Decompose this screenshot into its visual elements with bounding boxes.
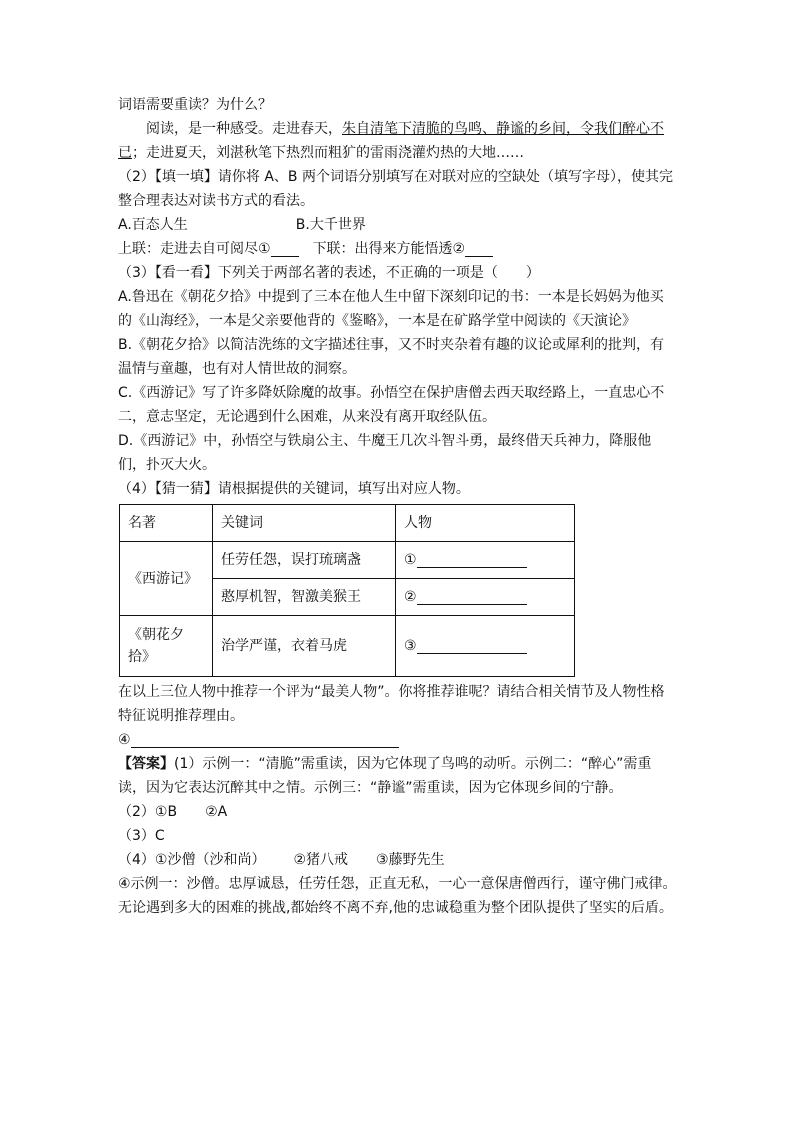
table-header: 关键词 xyxy=(213,505,396,542)
blank-answer-4[interactable] xyxy=(131,730,399,748)
option-a: A.百态人生 xyxy=(118,217,188,233)
underlined-sentence: 朱自清笔下清脆的鸟鸣、静谧的乡间，令我们醉心不 xyxy=(342,121,664,137)
answer-5-line-1: ④示例一：沙僧。忠厚诚恳，任劳任怨，正直无私，一心一意保唐僧西行，谨守佛门戒律。 xyxy=(118,876,677,892)
option-c-line-2: 二，意志坚定，无论遇到什么困难，从来没有离开取经队伍。 xyxy=(118,409,496,425)
option-a-line-1: A.鲁迅在《朝花夕拾》中提到了三本在他人生中留下深刻印记的书：一本是长妈妈为他买 xyxy=(118,289,664,305)
question-4-followup: 在以上三位人物中推荐一个评为“最美人物”。你将推荐谁呢？请结合相关情节及人物性格 xyxy=(118,684,665,700)
answer-cell-1[interactable]: ① xyxy=(396,542,575,579)
answer-label: 【答案】 xyxy=(118,756,174,772)
keyword-1: 任劳任怨，误打琉璃盏 xyxy=(213,542,396,579)
question-2-stem: （2）【填一填】请你将 A、B 两个词语分别填写在对联对应的空缺处（填写字母），使其完 xyxy=(118,169,673,185)
question-4-stem: （4）【猜一猜】请根据提供的关键词，填写出对应人物。 xyxy=(118,481,470,497)
answer-1-line-1: 【答案】(1）示例一：“清脆”需重读，因为它体现了鸟鸣的动听。示例二：“醉心”需重 xyxy=(118,756,652,772)
table-header: 名著 xyxy=(120,505,213,542)
passage-line-2: 已；走进夏天，刘湛秋笔下热烈而粗犷的雷雨浇灌灼热的大地…… xyxy=(118,145,524,161)
question-1-tail: 词语需要重读？为什么？ xyxy=(118,97,272,113)
question-2-options xyxy=(118,213,678,237)
option-b-line-1: B.《朝花夕拾》以简洁洗练的文字描述往事，又不时夹杂着有趣的议论或犀利的批判，有 xyxy=(118,337,665,353)
answer-cell-3[interactable]: ③ xyxy=(396,616,575,677)
keyword-2: 憨厚机智，智激美猴王 xyxy=(213,579,396,616)
option-d-line-2: 们，扑灭大火。 xyxy=(118,457,216,473)
answer-line-4: ④ xyxy=(118,728,678,752)
blank-cell-2[interactable] xyxy=(417,587,527,605)
answer-2: （2）①B ②A xyxy=(118,804,228,820)
underlined-sentence-end: 已 xyxy=(118,145,132,161)
book-zhaohuaxishi: 《朝花夕 拾》 xyxy=(120,616,213,677)
blank-2[interactable] xyxy=(465,239,493,257)
option-a-line-2: 的《山海经》，一本是父亲要他背的《鉴略》，一本是在矿路学堂中阅读的《天演论》 xyxy=(118,313,636,329)
answer-5-line-2: 无论遇到多大的困难的挑战,都始终不离不弃,他的忠诚稳重为整个团队提供了坚实的后盾。 xyxy=(118,900,673,916)
table-header-row xyxy=(120,505,575,542)
character-table xyxy=(119,504,575,677)
answer-cell-2[interactable]: ② xyxy=(396,579,575,616)
blank-cell-3[interactable] xyxy=(417,636,527,654)
question-4-followup-cont: 特征说明推荐理由。 xyxy=(118,708,244,724)
option-b-line-2: 温情与童趣，也有对人情世故的洞察。 xyxy=(118,361,356,377)
answer-4: （4）①沙僧（沙和尚） ②猪八戒 ③藤野先生 xyxy=(118,852,445,868)
document-page xyxy=(118,93,678,920)
answer-1-line-2: 读，因为它表达沉醉其中之情。示例三：“静谧”需重读，因为它体现乡间的宁静。 xyxy=(118,780,623,796)
answer-3: （3）C xyxy=(118,828,165,844)
couplet-upper: 上联：走进去自可阅尽① xyxy=(118,241,271,257)
book-xiyouji: 《西游记》 xyxy=(120,542,213,616)
couplet-lower: 下联：出得来方能悟透② xyxy=(312,241,466,257)
option-d-line-1: D.《西游记》中，孙悟空与铁扇公主、牛魔王几次斗智斗勇，最终借天兵神力，降服他 xyxy=(118,433,652,449)
option-b: B.大千世界 xyxy=(295,217,366,233)
blank-1[interactable] xyxy=(271,239,299,257)
table-row xyxy=(120,542,575,579)
passage-line-1: 阅读，是一种感受。走进春天，朱自清笔下清脆的鸟鸣、静谧的乡间，令我们醉心不 xyxy=(146,121,664,137)
blank-cell-1[interactable] xyxy=(417,550,527,568)
table-row xyxy=(120,616,575,677)
question-3-stem: （3）【看一看】下列关于两部名著的表述，不正确的一项是（ ） xyxy=(118,265,540,281)
question-2-stem-cont: 整合理表达对读书方式的看法。 xyxy=(118,193,314,209)
couplet xyxy=(118,237,678,261)
keyword-3: 治学严谨，衣着马虎 xyxy=(213,616,396,677)
table-header: 人物 xyxy=(396,505,575,542)
option-c-line-1: C.《西游记》写了许多降妖除魔的故事。孙悟空在保护唐僧去西天取经路上，一直忠心不 xyxy=(118,385,665,401)
